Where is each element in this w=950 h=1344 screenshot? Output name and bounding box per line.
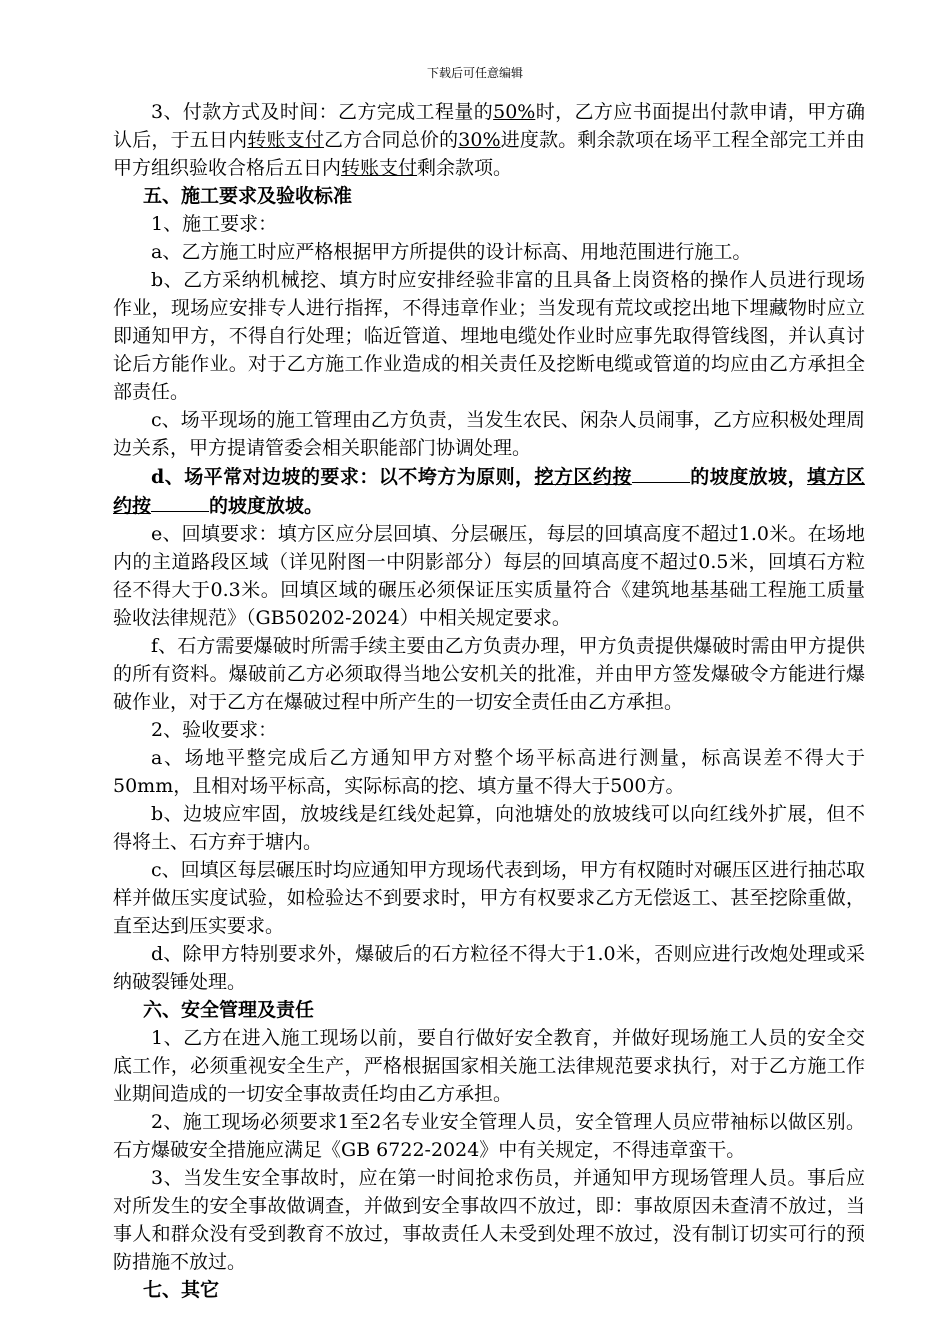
- clause-5-1-c: c、场平现场的施工管理由乙方负责，当发生农民、闲杂人员闹事，乙方应积极处理周边关系，甲方提请管委会相关职能部门协调处理。: [113, 409, 865, 459]
- document-body: [113, 98, 865, 1304]
- section-heading-5: 五、施工要求及验收标准: [143, 185, 353, 207]
- underlined-transfer: 转账支付: [247, 129, 325, 151]
- section-heading-7: 七、其它: [143, 1279, 220, 1301]
- subheading-construction-requirements: 1、施工要求：: [151, 213, 278, 235]
- clause-5-1-d: [113, 462, 865, 520]
- underlined-cut-zone: 挖方区约按: [534, 466, 632, 488]
- underlined-fill-zone: 填方区约按: [113, 466, 865, 517]
- clause-6-1: 1、乙方在进入施工现场以前，要自行做好安全教育，并做好现场施工人员的安全交底工作，必须重视安全生产，严格根据国家相关施工法律规范要求执行，对于乙方施工作业期间造成的一切安全事故责任均由乙方承担。: [113, 1027, 865, 1105]
- text-run: 进度款。剩余款项在场平工程全部完工并由甲方组织验收合格后五日内: [113, 129, 865, 179]
- clause-5-2-d: d、除甲方特别要求外，爆破后的石方粒径不得大于1.0米，否则应进行改炮处理或采纳破裂锤处理。: [113, 943, 865, 993]
- underlined-percent: 50%: [493, 101, 536, 123]
- clause-6-3: 3、当发生安全事故时，应在第一时间抢求伤员，并通知甲方现场管理人员。事后应对所发生的安全事故做调查，并做到安全事故四不放过，即：事故原因未查清不放过，当事人和群众没有受到教育不放过，事故责任人未受到处理不放过，没有制订切实可行的预防措施不放过。: [113, 1167, 865, 1273]
- text-run: 3、付款方式及时间：乙方完成工程量的: [151, 101, 494, 123]
- text-run: d、场平常对边坡的要求：以不垮方为原则，: [151, 466, 535, 488]
- underlined-transfer: 转账支付: [341, 157, 418, 179]
- clause-5-2-a: a、场地平整完成后乙方通知甲方对整个场平标高进行测量，标高误差不得大于50mm，且相对场平标高，实际标高的挖、填方量不得大于500方。: [113, 747, 865, 797]
- clause-5-2-c: c、回填区每层碾压时均应通知甲方现场代表到场，甲方有权随时对碾压区进行抽芯取样并做压实度试验，如检验达不到要求时，甲方有权要求乙方无偿返工、甚至挖除重做，直至达到压实要求。: [113, 859, 865, 937]
- text-run: 剩余款项。: [417, 157, 513, 179]
- fill-blank: [151, 491, 209, 512]
- payment-terms-paragraph: [113, 98, 865, 182]
- fill-blank: [632, 462, 690, 483]
- text-run: 乙方合同总价的: [324, 129, 459, 151]
- subheading-acceptance-requirements: 2、验收要求：: [151, 719, 278, 741]
- clause-6-2: 2、施工现场必须要求1至2名专业安全管理人员，安全管理人员应带袖标以做区别。石方爆破安全措施应满足《GB 6722-2024》中有关规定，不得违章蛮干。: [113, 1111, 865, 1161]
- clause-5-1-a: a、乙方施工时应严格根据甲方所提供的设计标高、用地范围进行施工。: [151, 241, 752, 263]
- section-heading-6: 六、安全管理及责任: [143, 999, 315, 1021]
- underlined-percent: 30%: [458, 129, 501, 151]
- text-run: 的坡度放坡，: [689, 466, 808, 488]
- page-header: 下载后可任意编辑: [426, 66, 523, 80]
- clause-5-1-b: b、乙方采纳机械挖、填方时应安排经验非富的且具备上岗资格的操作人员进行现场作业，现场应安排专人进行指挥，不得违章作业；当发现有荒坟或挖出地下埋藏物时应立即通知甲方，不得自行处理；临近管道、埋地电缆处作业时应事先取得管线图，并认真讨论后方能作业。对于乙方施工作业造成的相关责任及挖断电缆或管道的均应由乙方承担全部责任。: [113, 269, 865, 403]
- clause-5-2-b: b、边坡应牢固，放坡线是红线处起算，向池塘处的放坡线可以向红线外扩展，但不得将土、石方弃于塘内。: [113, 803, 865, 853]
- text-run: 的坡度放坡。: [209, 495, 324, 517]
- text-run: 时，乙方应书面提出付款申请，甲方确认后，于五日内: [113, 101, 865, 151]
- clause-5-1-f: f、石方需要爆破时所需手续主要由乙方负责办理，甲方负责提供爆破时需由甲方提供的所有资料。爆破前乙方必须取得当地公安机关的批准，并由甲方签发爆破令方能进行爆破作业，对于乙方在爆破过程中所产生的一切安全责任由乙方承担。: [113, 635, 865, 713]
- clause-5-1-e: e、回填要求：填方区应分层回填、分层碾压，每层的回填高度不超过1.0米。在场地内的主道路段区域（详见附图一中阴影部分）每层的回填高度不超过0.5米，回填石方粒径不得大于0.3米。回填区域的碾压必须保证压实质量符合《建筑地基基础工程施工质量验收法律规范》（GB50202-2024）中相关规定要求。: [113, 523, 865, 629]
